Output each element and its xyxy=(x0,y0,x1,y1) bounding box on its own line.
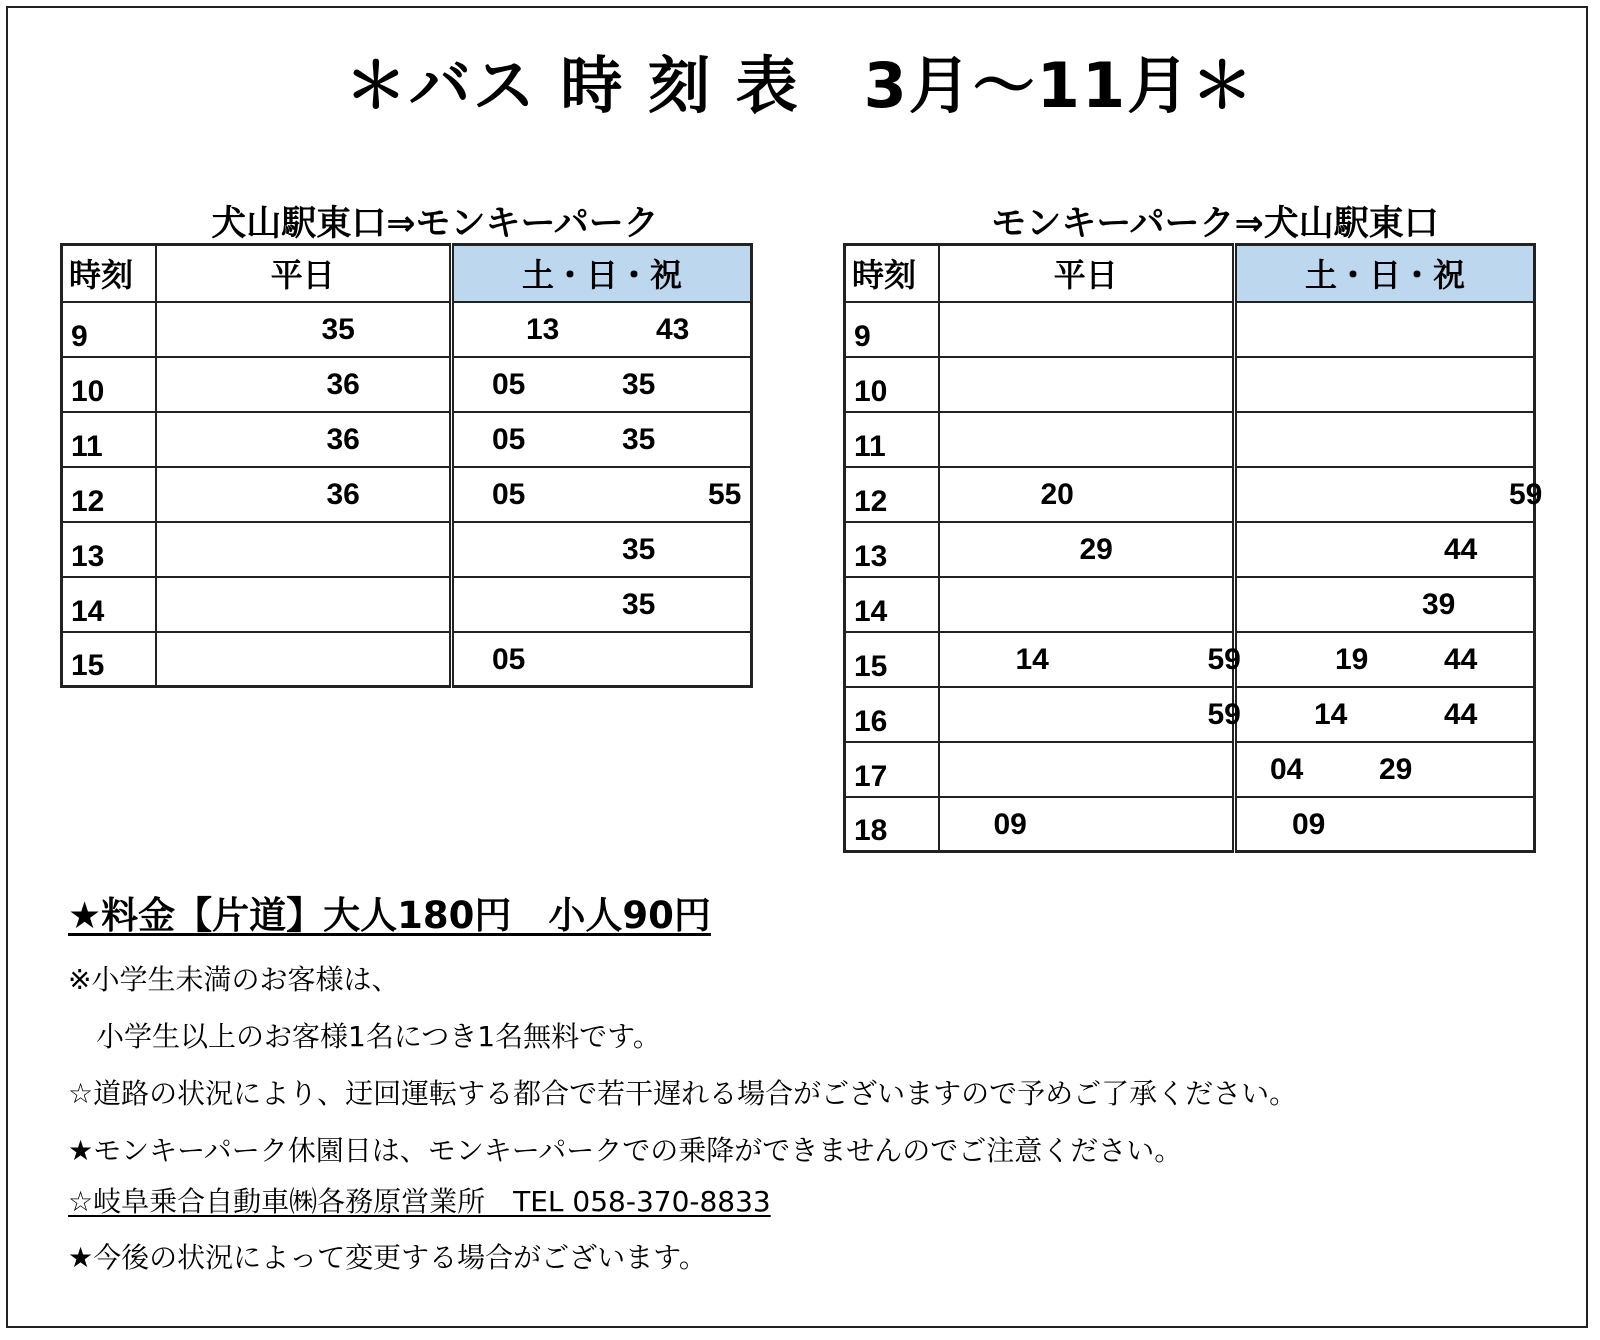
departure-minute: 59 xyxy=(1509,477,1543,511)
holiday-cell xyxy=(1235,797,1535,852)
holiday-cell xyxy=(452,357,752,412)
table-row xyxy=(845,302,1535,357)
hour-cell: 13 xyxy=(845,522,939,577)
holiday-cell xyxy=(452,412,752,467)
holiday-cell xyxy=(452,522,752,577)
departure-minute: 13 xyxy=(526,312,560,346)
hour-cell: 17 xyxy=(845,742,939,797)
weekday-cell xyxy=(156,632,452,687)
hour-cell: 10 xyxy=(62,357,156,412)
weekday-cell xyxy=(939,412,1235,467)
hour-cell: 13 xyxy=(62,522,156,577)
table-row xyxy=(845,412,1535,467)
holiday-cell xyxy=(452,467,752,522)
departure-minute: 44 xyxy=(1444,642,1478,676)
departure-minute: 59 xyxy=(1207,642,1241,676)
table-row xyxy=(62,522,752,577)
weekday-cell xyxy=(939,687,1241,742)
note-closed-days: ★モンキーパーク休園日は、モンキーパークでの乗降ができませんのでご注意ください。 xyxy=(68,1134,1183,1167)
departure-minute: 35 xyxy=(622,587,656,621)
holiday-cell xyxy=(1235,412,1535,467)
holiday-cell xyxy=(452,577,752,632)
holiday-cell xyxy=(1235,687,1535,742)
note-delay: ☆道路の状況により、迂回運転する都合で若干遅れる場合がございますので予めご了承ください。 xyxy=(68,1077,1298,1110)
departure-minute: 05 xyxy=(492,642,526,676)
departure-minute: 05 xyxy=(492,422,526,456)
hour-cell: 15 xyxy=(62,632,156,687)
header-weekday: 平日 xyxy=(939,245,1235,302)
departure-minute: 04 xyxy=(1270,752,1304,786)
holiday-cell xyxy=(1235,467,1543,522)
hour-cell: 14 xyxy=(845,577,939,632)
note-change: ★今後の状況によって変更する場合がございます。 xyxy=(68,1241,707,1274)
weekday-cell xyxy=(939,797,1235,852)
note-child-free: ※小学生未満のお客様は、 xyxy=(68,963,400,996)
header-hour: 時刻 xyxy=(62,245,156,302)
departure-minute: 43 xyxy=(656,312,690,346)
table-row xyxy=(845,632,1535,687)
header-weekday: 平日 xyxy=(156,245,452,302)
table-row xyxy=(845,742,1535,797)
departure-minute: 14 xyxy=(1314,697,1348,731)
hour-cell: 10 xyxy=(845,357,939,412)
departure-minute: 55 xyxy=(708,477,742,511)
weekday-cell xyxy=(939,467,1235,522)
departure-minute: 36 xyxy=(326,367,360,401)
table-row xyxy=(845,577,1535,632)
departure-minute: 05 xyxy=(492,367,526,401)
departure-minute: 09 xyxy=(993,807,1027,841)
departure-minute: 29 xyxy=(1079,532,1113,566)
holiday-cell xyxy=(1235,577,1535,632)
timetable-to-park xyxy=(60,243,753,688)
table-row xyxy=(62,467,752,522)
table-row xyxy=(845,797,1535,852)
header-hour: 時刻 xyxy=(845,245,939,302)
holiday-cell xyxy=(452,302,752,357)
holiday-cell xyxy=(1235,632,1535,687)
departure-minute: 39 xyxy=(1422,587,1456,621)
weekday-cell xyxy=(939,742,1235,797)
weekday-cell xyxy=(939,302,1235,357)
departure-minute: 59 xyxy=(1207,697,1241,731)
holiday-cell xyxy=(452,632,752,687)
hour-cell: 12 xyxy=(62,467,156,522)
weekday-cell xyxy=(156,577,452,632)
fare-info: ★料金【片道】大人180円 小人90円 xyxy=(68,894,711,937)
header-holiday: 土・日・祝 xyxy=(1235,245,1535,302)
departure-minute: 29 xyxy=(1379,752,1413,786)
departure-minute: 44 xyxy=(1444,697,1478,731)
page-title: ＊バス 時 刻 表 3月～11月＊ xyxy=(344,49,1256,122)
departure-minute: 05 xyxy=(492,477,526,511)
table-row xyxy=(845,357,1535,412)
hour-cell: 9 xyxy=(62,302,156,357)
header-holiday: 土・日・祝 xyxy=(452,245,752,302)
departure-minute: 36 xyxy=(326,477,360,511)
hour-cell: 16 xyxy=(845,687,939,742)
departure-minute: 35 xyxy=(622,532,656,566)
departure-minute: 35 xyxy=(622,422,656,456)
hour-cell: 11 xyxy=(845,412,939,467)
holiday-cell xyxy=(1235,522,1535,577)
departure-minute: 20 xyxy=(1040,477,1074,511)
hour-cell: 12 xyxy=(845,467,939,522)
weekday-cell xyxy=(156,302,452,357)
table-row xyxy=(845,687,1535,742)
weekday-cell xyxy=(156,357,452,412)
hour-cell: 15 xyxy=(845,632,939,687)
route-title-to-park: 犬山駅東口⇒モンキーパーク xyxy=(211,204,659,244)
weekday-cell xyxy=(939,632,1241,687)
hour-cell: 14 xyxy=(62,577,156,632)
hour-cell: 18 xyxy=(845,797,939,852)
departure-minute: 19 xyxy=(1335,642,1369,676)
table-row xyxy=(62,577,752,632)
weekday-cell xyxy=(939,577,1235,632)
departure-minute: 09 xyxy=(1292,807,1326,841)
holiday-cell xyxy=(1235,742,1535,797)
weekday-cell xyxy=(156,467,452,522)
table-row xyxy=(62,302,752,357)
weekday-cell xyxy=(939,357,1235,412)
table-row xyxy=(62,632,752,687)
hour-cell: 11 xyxy=(62,412,156,467)
weekday-cell xyxy=(156,412,452,467)
weekday-cell xyxy=(156,522,452,577)
hour-cell: 9 xyxy=(845,302,939,357)
holiday-cell xyxy=(1235,302,1535,357)
departure-minute: 35 xyxy=(622,367,656,401)
table-row xyxy=(62,357,752,412)
table-row xyxy=(845,467,1535,522)
route-title-to-station: モンキーパーク⇒犬山駅東口 xyxy=(991,204,1439,244)
departure-minute: 36 xyxy=(326,422,360,456)
departure-minute: 14 xyxy=(1015,642,1049,676)
departure-minute: 35 xyxy=(321,312,355,346)
holiday-cell xyxy=(1235,357,1535,412)
table-row xyxy=(845,522,1535,577)
note-contact: ☆岐阜乗合自動車㈱各務原営業所 TEL 058-370-8833 xyxy=(68,1185,771,1218)
note-child-free-detail: 小学生以上のお客様1名につき1名無料です。 xyxy=(68,1020,661,1053)
timetable-to-station xyxy=(843,243,1543,853)
weekday-cell xyxy=(939,522,1235,577)
departure-minute: 44 xyxy=(1444,532,1478,566)
table-row xyxy=(62,412,752,467)
